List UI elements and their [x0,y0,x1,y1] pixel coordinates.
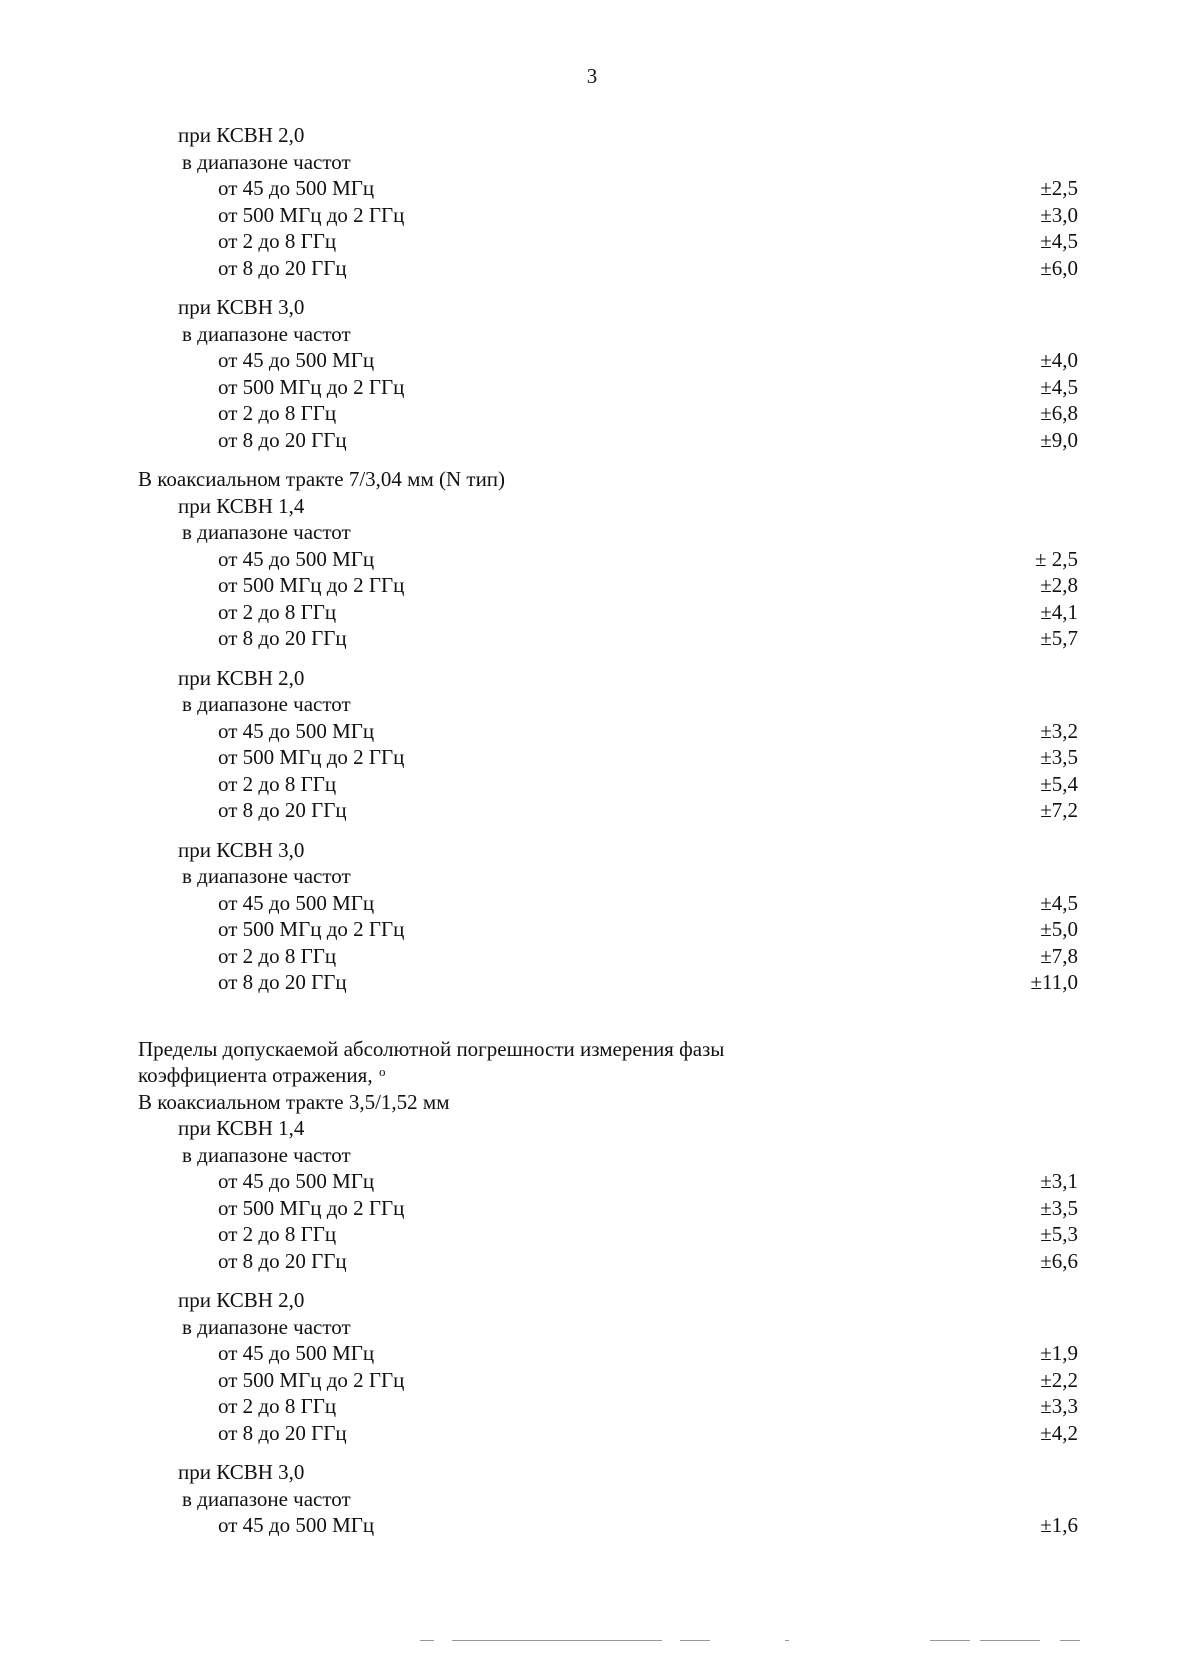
spec-row [0,969,1184,996]
row-value: ±7,2 [1040,798,1078,822]
row-label: от 8 до 20 ГГц [218,798,347,822]
row-label: от 500 МГц до 2 ГГц [218,1367,405,1392]
row-label: коэффициента отражения, [138,1063,373,1087]
vswr-heading [0,1287,1184,1314]
row-label: от 8 до 20 ГГц [218,1420,347,1445]
row-value: ±5,3 [1040,1222,1078,1246]
row-label: при КСВН 3,0 [178,837,305,862]
vswr-heading [0,493,1184,520]
vswr-heading [0,1115,1184,1142]
spec-row [0,374,1184,401]
row-label: от 8 до 20 ГГц [218,255,347,280]
row-label: в диапазоне частот [182,149,351,174]
row-value: ±3,5 [1040,745,1078,769]
row-value: ±4,5 [1040,890,1078,915]
row-label: в диапазоне частот [182,864,351,888]
section-heading [0,1089,1184,1116]
spec-row [0,546,1184,573]
row-label: от 500 МГц до 2 ГГц [218,745,405,769]
spec-row [0,599,1184,626]
row-value: ±3,3 [1040,1394,1078,1418]
row-label: в диапазоне частот [182,692,351,716]
row-value: ±6,8 [1040,401,1078,425]
range-heading [0,321,1184,348]
row-label: при КСВН 1,4 [178,493,305,518]
row-label: от 45 до 500 МГц [218,1169,375,1193]
spec-row [0,943,1184,970]
spec-row [0,1168,1184,1195]
spec-row [0,572,1184,599]
section-heading [0,1062,1184,1089]
row-value: ±6,6 [1040,1248,1078,1273]
range-heading [0,519,1184,546]
spec-row [0,1248,1184,1275]
vswr-heading [0,294,1184,321]
spec-row [0,228,1184,255]
row-value: ±3,5 [1040,1195,1078,1220]
row-label: при КСВН 3,0 [178,1460,305,1484]
row-label: от 8 до 20 ГГц [218,427,347,452]
row-value: ±3,0 [1040,202,1078,227]
row-value: ±9,0 [1040,427,1078,452]
range-heading [0,863,1184,890]
row-value: ±5,7 [1040,626,1078,650]
row-value: ±4,0 [1040,348,1078,372]
spec-row [0,1221,1184,1248]
row-label: от 500 МГц до 2 ГГц [218,573,405,597]
spec-row [0,202,1184,229]
spec-row [0,771,1184,798]
spec-row [0,1420,1184,1447]
row-label: от 2 до 8 ГГц [218,943,337,968]
row-label: от 500 МГц до 2 ГГц [218,1195,405,1220]
row-label: от 45 до 500 МГц [218,1513,375,1537]
vswr-heading [0,1459,1184,1486]
spec-row [0,890,1184,917]
row-value: ±2,8 [1040,573,1078,597]
row-value: ±5,0 [1040,917,1078,941]
row-label: от 45 до 500 МГц [218,890,375,915]
spec-row [0,744,1184,771]
range-heading [0,1142,1184,1169]
degree-symbol: о [379,1064,386,1079]
row-label: в диапазоне частот [182,520,351,544]
row-value: ±4,5 [1040,229,1078,253]
range-heading [0,691,1184,718]
row-label: при КСВН 2,0 [178,665,305,690]
spec-row [0,1512,1184,1539]
row-value: ±3,1 [1040,1169,1078,1193]
row-label: от 2 до 8 ГГц [218,401,337,425]
range-heading [0,1486,1184,1513]
spec-row [0,718,1184,745]
row-label: от 2 до 8 ГГц [218,1394,337,1418]
spec-row [0,1367,1184,1394]
vswr-heading [0,837,1184,864]
spec-row [0,916,1184,943]
row-label: от 8 до 20 ГГц [218,626,347,650]
row-label: от 45 до 500 МГц [218,1341,375,1365]
row-label: от 500 МГц до 2 ГГц [218,374,405,399]
spec-row [0,400,1184,427]
row-value: ±1,9 [1040,1341,1078,1365]
row-label: от 500 МГц до 2 ГГц [218,917,405,941]
spec-row [0,1195,1184,1222]
spec-row [0,625,1184,652]
row-label: в диапазоне частот [182,1486,351,1511]
row-label: от 2 до 8 ГГц [218,599,337,624]
row-label: при КСВН 1,4 [178,1116,305,1140]
row-label: от 2 до 8 ГГц [218,771,337,796]
row-label: в диапазоне частот [182,321,351,346]
row-label: от 45 до 500 МГц [218,176,375,200]
row-label: при КСВН 3,0 [178,295,305,319]
row-label: от 8 до 20 ГГц [218,970,347,994]
range-heading [0,1314,1184,1341]
spec-row [0,427,1184,454]
row-label: В коаксиальном тракте 7/3,04 мм (N тип) [138,467,506,491]
row-label: при КСВН 2,0 [178,1288,305,1312]
row-label: В коаксиальном тракте 3,5/1,52 мм [138,1089,450,1114]
row-value: ±11,0 [1030,970,1078,994]
row-value: ± 2,5 [1034,546,1078,571]
row-label: от 2 до 8 ГГц [218,1222,337,1246]
row-value: ±4,2 [1040,1420,1078,1445]
row-value: ±2,5 [1040,176,1078,200]
vswr-heading [0,122,1184,149]
row-value: ±1,6 [1040,1513,1078,1537]
scan-artifact-lines [420,1640,1160,1642]
row-label: от 45 до 500 МГц [218,546,375,571]
row-label: от 2 до 8 ГГц [218,229,337,253]
spec-row [0,1393,1184,1420]
row-value: ±5,4 [1040,771,1078,796]
row-label: в диапазоне частот [182,1314,351,1339]
row-label: от 45 до 500 МГц [218,348,375,372]
row-value: ±3,2 [1040,718,1078,743]
row-value: ±6,0 [1040,255,1078,280]
row-label: от 8 до 20 ГГц [218,1248,347,1273]
row-value: ±4,5 [1040,374,1078,399]
spec-row [0,347,1184,374]
row-label: от 500 МГц до 2 ГГц [218,202,405,227]
row-label: при КСВН 2,0 [178,123,305,147]
page-number: 3 [586,64,598,88]
spec-row [0,255,1184,282]
spec-row [0,175,1184,202]
vswr-heading [0,665,1184,692]
row-label: от 45 до 500 МГц [218,718,375,743]
spec-row [0,797,1184,824]
range-heading [0,149,1184,176]
section-heading [0,1036,1184,1063]
spec-row [0,1340,1184,1367]
document-body [0,122,1184,1539]
row-value: ±7,8 [1040,943,1078,968]
row-label: Пределы допускаемой абсолютной погрешности измерения фазы [138,1036,725,1061]
row-value: ±4,1 [1040,599,1078,624]
row-label: в диапазоне частот [182,1142,351,1167]
row-value: ±2,2 [1040,1367,1078,1392]
section-heading [0,466,1184,493]
